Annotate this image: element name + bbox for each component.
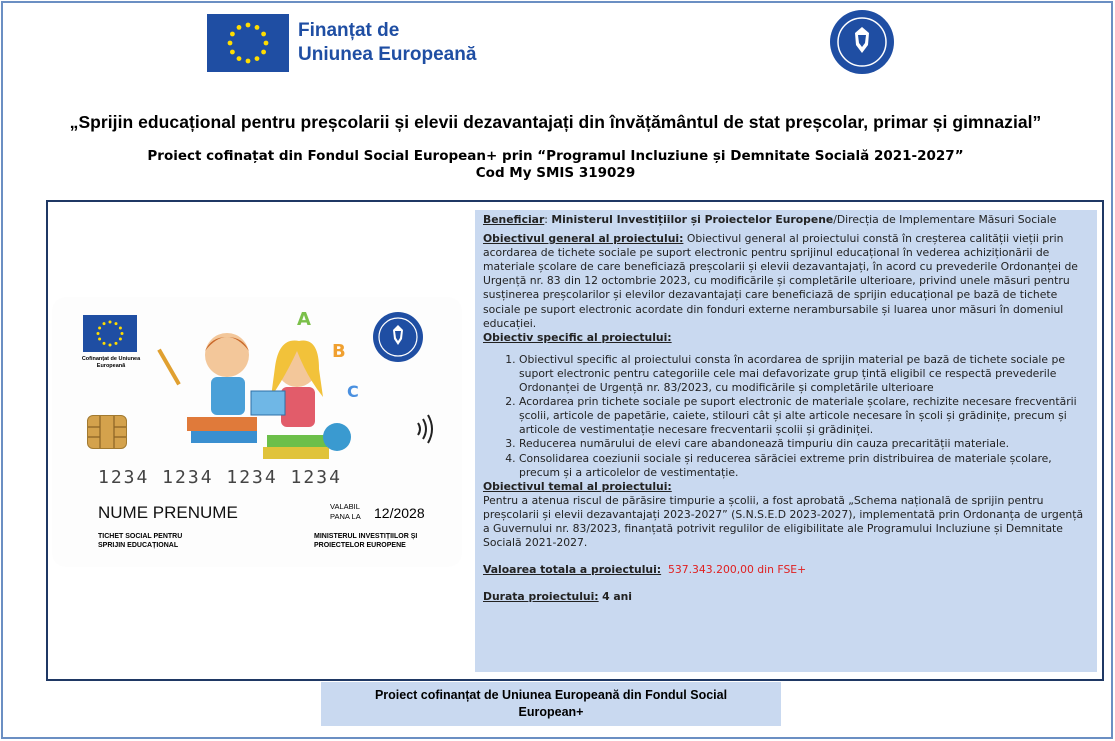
svg-text:A: A [297,309,311,330]
beneficiar-paragraph [483,213,1089,227]
contactless-icon [414,413,438,451]
card-issuer [314,532,417,550]
beneficiar-sep: : [544,213,552,226]
list-item: 4. Consolidarea coeziunii sociale și reducerea sărăciei extreme prin distribuirea de materiale școlare, precum și a articolelor de vestimentație. [519,452,1089,480]
footer-line2: European+ [518,705,584,719]
eu-logo-line2: Uniunea Europeană [298,44,477,65]
beneficiar-rest: /Direcția de Implementare Măsuri Sociale [833,213,1057,226]
eu-logo [207,14,476,72]
valoare-value: 537.343.200,00 din FSE+ [668,563,807,577]
eu-logo-line1: Finanțat de [298,20,400,41]
page-title: „Sprijin educațional pentru preșcolarii și elevii dezavantajați din învățământul de stat preșcolar, primar și gimnazial” [69,112,1042,132]
card-valid-until: 12/2028 [374,505,425,521]
eu-flag-icon [207,14,289,72]
card-issuer-line1: MINISTERUL INVESTIȚIILOR ȘI [314,533,418,540]
footer-line1: Proiect cofinanțat de Uniunea Europeană din Fondul Social [374,688,728,702]
durata-label: Durata proiectului: [483,590,599,604]
social-ticket-card [52,297,462,567]
card-ticket-type-line2: SPRIJIN EDUCAȚIONAL [98,542,179,549]
card-valid-label-line1: VALABIL [330,502,360,511]
chip-icon [87,415,127,449]
card-number: 1234 1234 1234 1234 [98,467,342,488]
list-item: 1. Obiectivul specific al proiectului consta în acordarea de sprijin material pe bază de tichete sociale pe suport electronic pentru categoriile cele mai defavorizate grup țintă eligibil ce respectă prevederile Ordonanței de Urgență nr. 83/2023, cu modificările și completările ulterioare [519,353,1089,395]
card-issuer-line2: PROIECTELOR EUROPENE [314,542,406,549]
durata-paragraph [483,590,1089,604]
project-info-panel [475,210,1097,672]
beneficiar-label: Beneficiar [483,213,545,226]
children-reading-illustration [147,307,367,472]
svg-text:C: C [347,382,359,401]
card-ticket-type-line1: TICHET SOCIAL PENTRU [98,533,183,540]
obiectiv-temal-text: Pentru a atenua riscul de părăsire timpurie a școlii, a fost aprobată „Schema națională de sprijin pentru preșcolarii și elevii dezavantajați 2023-2027” (S.N.S.E.D 2023-2027), implementată prin Ordonanța de urgență a Guvernului nr. 83/2023, finanțată potrivit regulilor de eligibilitate ale Programului Incluziune și Demnitate Socială 2021-2027. [483,493,1084,550]
government-seal-icon [829,9,895,75]
obiective-list [519,353,1089,480]
svg-text:B: B [332,341,346,362]
card-valid-label-line2: PANA LA [330,512,361,521]
list-item: 2. Acordarea prin tichete sociale pe suport electronic de materiale școlare, rechizite necesare frecventării școlii, articole de papetărie, caiete, stilouri cât și alte articole necesare în școli și grădinițe, precum și articole de vestimentație necesare frecventarii școlii și grădiniței. [519,395,1089,437]
project-code: Cod My SMIS 319029 [475,165,636,181]
list-item: 3. Reducerea numărului de elevi care abandonează timpuriu din cauza precarității materiale. [519,437,1089,451]
obiectiv-temal-label: Obiectivul temal al proiectului: [483,479,672,493]
durata-value: 4 ani [602,590,633,604]
valoare-label: Valoarea totala a proiectului: [483,563,662,577]
card-valid-label [330,502,361,522]
valoare-paragraph [483,563,1089,577]
card-eu-flag-icon [83,315,137,352]
obiectiv-general-text: Obiectivul general al proiectului constă în creșterea calității vieții prin acordarea de tichete sociale pe suport electronic pentru sprijinul educațional în vederea achiziționării de materiale școlare de care beneficiază preșcolarii și elevii dezavantajați, în acord cu prevederile Ordonanței de Urgență nr. 83 din 12 octombrie 2023, cu modificările și completările ulterioare, privind unele măsuri pentru susținerea preșcolarilor și elevilor dezavantajați care beneficiază de sprijin educațional pe bază de tichete sociale pe suport electronic acordate din fonduri externe nerambursabile și luarea unor măsuri în domeniul educației. [483,232,1078,330]
beneficiar-name: Ministerul Investițiilor și Proiectelor Europene [551,213,834,226]
card-government-seal-icon [372,311,424,363]
card-ticket-type [98,532,182,550]
eu-logo-text [298,19,476,67]
page-subtitle: Proiect cofinațat din Fondul Social European+ prin “Programul Incluziune și Demnitate Socială 2021-2027” [147,148,964,164]
obiectiv-general-paragraph [483,232,1089,331]
card-holder-name: NUME PRENUME [98,503,238,522]
card-eu-text: Cofinanțat de Uniunea Europeană [81,356,141,369]
obiectiv-specific-label: Obiectiv specific al proiectului: [483,330,672,344]
footer-banner [321,682,781,726]
obiectiv-general-label: Obiectivul general al proiectului: [483,232,684,246]
